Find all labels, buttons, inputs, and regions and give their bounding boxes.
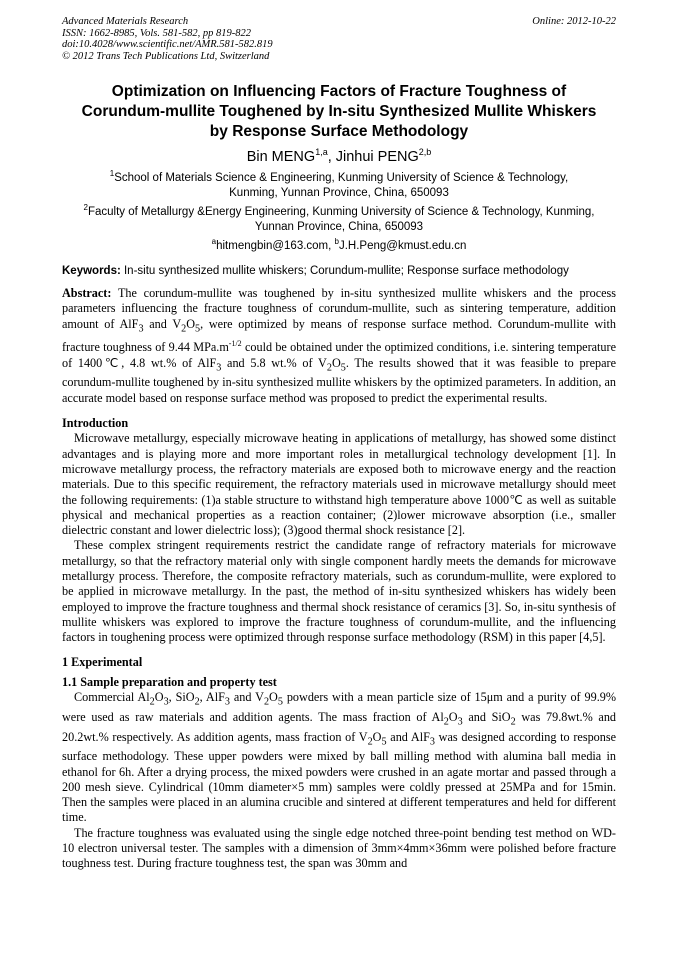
paper-body [62,286,616,872]
keywords [62,264,618,278]
affiliation-2-line-1: Faculty of Metallurgy &Energy Engineering, Kunming University of Science & Technology, Kunming, [87,205,595,218]
exp-subscript: 2 [367,735,373,747]
exp-text: and V [229,690,264,705]
abstract-subscript: 3 [216,362,222,374]
abstract-text: The corundum-mullite was toughened by in-situ synthesized mullite whiskers and the process parameters influencing the fracture toughness of corundum-mullite, such as sintering temperature, addition amount of AlF [62,286,616,331]
affiliation-2-line-2: Yunnan Province, China, 650093 [254,220,424,233]
affiliation-1-mark: 1 [109,169,115,178]
experimental-heading: 1 Experimental [62,655,143,670]
exp-text: and AlF [386,729,430,744]
exp-subscript: 3 [163,696,169,708]
exp-text: was 79.8wt.% and 20.2wt.% respectively. As addition agents, mass fraction of V [62,709,617,744]
affiliation-2-mark: 2 [83,203,88,212]
exp-text: Commercial Al [74,690,150,705]
exp-text: , SiO [168,690,195,705]
journal-name: Advanced Materials Research [62,16,189,27]
exp-subscript: 2 [149,696,155,708]
exp-subscript: 3 [224,696,230,708]
author-1: Bin MENG [246,148,316,165]
title-line-3: by Response Surface Methodology [209,123,469,140]
email-b-mark: b [334,237,339,246]
author-separator: , [327,148,336,165]
online-date: Online: 2012-10-22 [532,16,616,27]
journal-header [62,16,616,62]
abstract-subscript: 2 [181,323,187,335]
affiliation-1-line-2: Kunming, Yunnan Province, China, 650093 [229,186,449,199]
paper-title [40,82,638,142]
abstract-subscript: 2 [326,362,332,374]
email-a: hitmengbin@163.com, [216,239,335,252]
abstract-label: Abstract: [62,286,112,300]
exp-subscript: 3 [457,716,463,728]
exp-text: O [372,729,382,744]
title-line-2: Corundum-mullite Toughened by In-situ Synthesized Mullite Whiskers [81,103,597,120]
exp-subscript: 2 [510,716,516,728]
introduction-paragraph-2: These complex stringent requirements restrict the candidate range of refractory materials for microwave metallurgy, so that the refractory material only with single component hardly meets the demands for microwave metallurgy process. Therefore, the composite refractory materials, such as corundum-mullite, were explored to be applied in microwave metallurgy. In the past, the method of in-situ synthesized whiskers has widely been employed to improve the fracture toughness and thermal shock resistance of ceramics [3]. So, in-situ synthesis of mullite whiskers was explored to improve the fracture toughness of corundum-mullite, and the influencing factors in toughening process were optimized through response surface methodology (RSM) in this paper [4,5]. [62,538,616,645]
affiliation-1-line-1: School of Materials Science & Engineering, Kunming University of Science & Technology, [114,171,569,184]
exp-subscript: 5 [381,735,387,747]
exp-text: , AlF [199,690,225,705]
keywords-label: Keywords: [62,265,121,277]
author-2-affil: 2,b [418,147,432,157]
abstract-paragraph [62,286,616,406]
experimental-paragraph-2: The fracture toughness was evaluated using the single edge notched three-point bending test method on WD-10 electron universal tester. The samples with a dimension of 3mm×4mm×36mm were polished before fracture toughness test. During fracture toughness test, the span was 30mm and [62,825,616,871]
abstract-text: and V [143,316,182,331]
exp-subscript: 3 [429,735,435,747]
abstract-text: , were optimized by means of response surface method. Corundum-mullite with fracture toughness of 9.44 MPa.m [62,316,616,355]
exp-text: and SiO [462,709,511,724]
email-b: J.H.Peng@kmust.edu.cn [338,239,467,252]
abstract-text: . The results showed that it was feasible to prepare corundum-mullite toughened by in-situ synthesized mullite whiskers by the optimized parameters. In addition, an accurate model based on response surface method was proposed to predict the experimental results. [62,355,617,405]
exp-subscript: 2 [263,696,270,708]
author-emails [40,235,638,253]
exp-subscript: 5 [277,696,283,708]
copyright-line: © 2012 Trans Tech Publications Ltd, Switzerland [62,50,270,62]
exp-subscript: 2 [443,716,449,728]
abstract-subscript: 3 [138,323,144,335]
issn-line: ISSN: 1662-8985, Vols. 581-582, pp 819-822 [62,27,251,39]
affiliation-1 [40,166,638,201]
introduction-heading: Introduction [62,416,129,431]
introduction-paragraph-1: Microwave metallurgy, especially microwave heating in applications of metallurgy, has showed some distinct advantages and is playing more and more important roles in metallurgical technology development [1]. In microwave metallurgy process, the refractory materials are exposed both to microwave energy and the reaction materials. Due to this specific requirement, the refractory materials used in microwave metallurgy should meet the following requirements: (1)a stable structure to withstand high temperature above 1000℃ as well as suitable physical and mechanical properties as a reaction container; (2)lower microwave absorption (i.e., smaller dielectric constant and lower dielectric loss); (3)good thermal shock resistance [2]. [62,431,616,538]
abstract-subscript: 5 [340,362,346,374]
abstract-text: and 5.8 wt.% of V [221,355,327,370]
exp-text: O [154,690,164,705]
abstract-text: O [331,355,341,370]
abstract-text: O [186,316,196,331]
subsection-heading: 1.1 Sample preparation and property test [62,674,277,689]
affiliation-2 [40,200,638,235]
exp-text: O [269,690,278,705]
author-1-affil: 1,a [315,147,328,157]
abstract-superscript: -1/2 [228,339,242,349]
abstract-text: could be obtained under the optimized conditions, i.e. sintering temperature of 1400℃, 4.8 wt.% of AlF [62,340,616,370]
author-2: Jinhui PENG [335,148,419,165]
doi-line: doi:10.4028/www.scientific.net/AMR.581-582.819 [62,39,273,50]
title-line-1: Optimization on Influencing Factors of Fracture Toughness of [111,83,567,100]
author-list [40,143,638,166]
exp-text: O [448,709,458,724]
exp-text: was designed according to response surface methodology. These upper powders were mixed by ball milling method with alumina ball media in ethanol for 6h. After a drying process, the mixed powders were crushed in an agate mortar and passed through a 200 mesh sieve. Cylindrical (10mm diameter×5 mm) samples were coldly pressed at 25MPa and for 15min. Then the samples were placed in an alumina crucible and sintered at different temperatures and held for different time. [62,729,617,825]
abstract-subscript: 5 [195,323,201,335]
keywords-text: In-situ synthesized mullite whiskers; Corundum-mullite; Response surface methodology [120,265,569,277]
exp-subscript: 2 [194,696,200,708]
email-a-mark: a [211,237,217,246]
experimental-paragraph-1 [62,690,616,826]
exp-text: powders with a mean particle size of 15μm and a purity of 99.9% were used as raw materials and addition agents. The mass fraction of Al [62,690,617,724]
